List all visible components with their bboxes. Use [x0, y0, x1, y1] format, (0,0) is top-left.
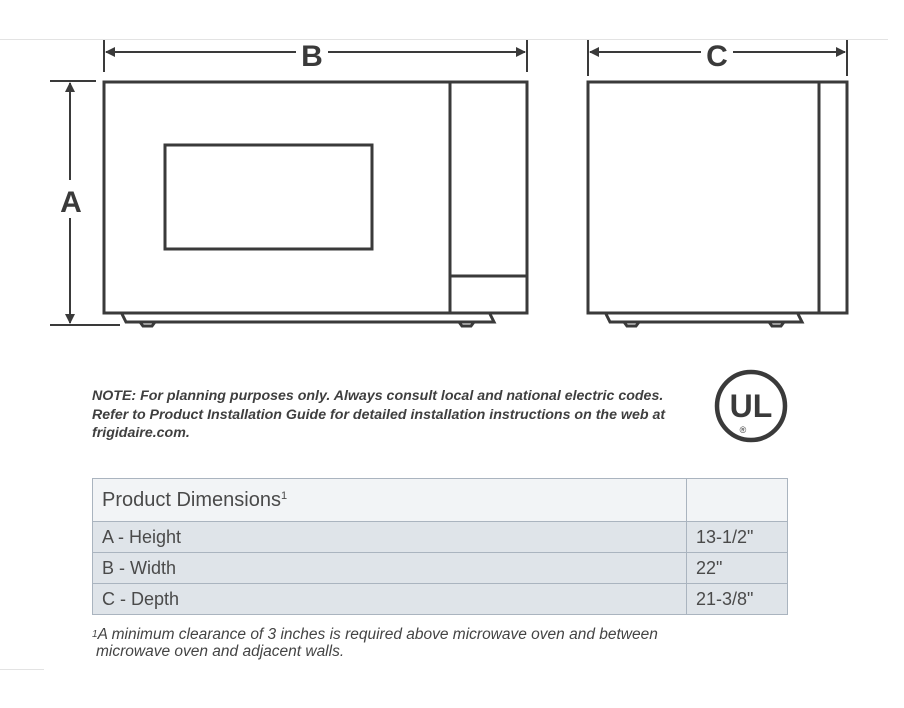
front-body [104, 82, 527, 313]
dim-c-label: C [706, 40, 728, 73]
ul-certification-logo [712, 367, 790, 445]
table-header-title: Product Dimensions [102, 488, 281, 511]
table-header-footnote-mark: 1 [280, 489, 288, 502]
table-header-cell [93, 479, 687, 522]
table-header-value-cell [687, 479, 788, 522]
table-row [93, 553, 788, 584]
footnote [92, 626, 792, 660]
row-label-depth: C - Depth [93, 584, 687, 615]
side-view [588, 82, 847, 326]
ul-logo-text: UL [729, 388, 773, 424]
product-dimensions-table [92, 478, 788, 615]
front-view [104, 82, 527, 326]
row-value-depth: 21-3/8" [687, 584, 788, 615]
row-value-height: 13-1/2" [687, 522, 788, 553]
ul-registered-mark: ® [739, 425, 747, 435]
bottom-divider [0, 669, 44, 670]
footnote-line-1: A minimum clearance of 3 inches is required above microwave oven and between [97, 626, 658, 643]
planning-note: NOTE: For planning purposes only. Always consult local and national electric codes. Refer to Product Installation Guide for detailed installation instructions on the web at frigidaire.com. [92, 388, 666, 441]
table-header-row [93, 479, 788, 522]
footnote-mark: 1 [92, 629, 98, 640]
row-label-height: A - Height [93, 522, 687, 553]
dim-a-label: A [60, 186, 82, 219]
table-row [93, 584, 788, 615]
door-window [165, 145, 372, 249]
side-base [606, 314, 802, 322]
side-body [588, 82, 847, 313]
row-label-width: B - Width [93, 553, 687, 584]
table-row [93, 522, 788, 553]
microwave-dimension-diagram [0, 0, 904, 340]
dim-b-label: B [301, 40, 323, 73]
front-base [122, 314, 494, 322]
footnote-line-2: microwave oven and adjacent walls. [96, 643, 345, 660]
row-value-width: 22" [687, 553, 788, 584]
